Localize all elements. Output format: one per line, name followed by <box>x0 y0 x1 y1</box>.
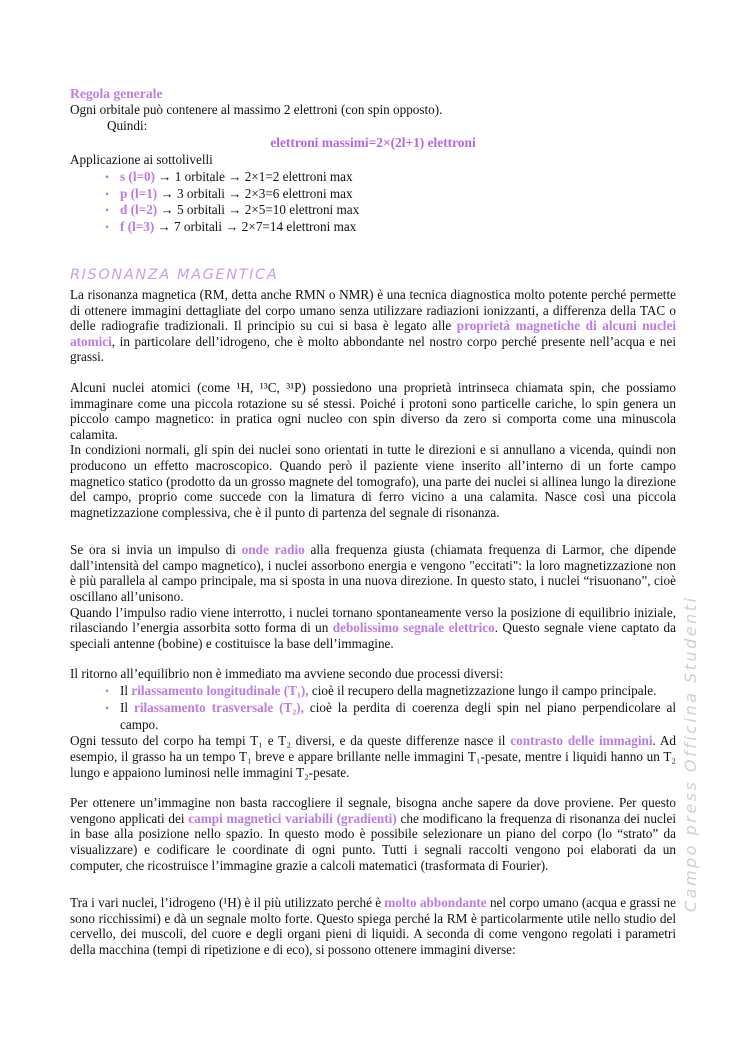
text-run: cioè il recupero della magnetizzazione lungo il campo principale. <box>308 683 657 699</box>
text-run: . Ad esempio, il grasso ha un tempo T₁ breve e appare brillante nelle immagini T₁-pesate, mentre i liquidi hanno un T₂ lungo e appaiono luminosi nelle immagini T₂-pesate. <box>70 733 676 780</box>
highlighted-term: proprietà magnetiche di alcuni nuclei atomici <box>70 318 676 349</box>
text-run: cioè la perdita di coerenza degli spin nel piano perpendicolare al campo. <box>120 699 676 732</box>
list-item <box>120 186 676 203</box>
orbital-bullet-list <box>70 169 676 236</box>
text-run: Ogni tessuto del corpo ha tempi T₁ e T₂ diversi, e da queste differenze nasce il <box>70 733 511 749</box>
highlighted-term: campi magnetici variabili (gradienti) <box>188 810 397 826</box>
paragraph-onde-radio <box>70 542 676 604</box>
highlighted-term: onde radio <box>241 542 305 558</box>
highlighted-term: contrasto delle immagini <box>510 733 653 749</box>
text-run: che modificano la frequenza di risonanza dei nuclei in base alla posizione nello spazio. In questo modo è possibile selezionare un piano del corpo (lo “strato” da visualizzare) e codificare le coordinate di ogni punto. Tutti i segnali raccolti vengono poi elaborati da un computer, che ricostruisce l’immagine grazie a calcoli matematici (trasformata di Fourier). <box>70 810 676 873</box>
text-run: Il <box>120 699 134 715</box>
paragraph-processi-intro <box>70 666 676 682</box>
rilassamento-bullet-list <box>70 683 676 733</box>
highlighted-term: rilassamento longitudinale (T₁), <box>131 683 309 699</box>
paragraph-idrogeno <box>70 895 676 957</box>
watermark-text: Campo press Officina Studenti <box>681 595 700 912</box>
text-run: Quando l’impulso radio viene interrotto, i nuclei tornano spontaneamente verso la posizione di equilibrio iniziale, rilasciando l’energia assorbita sotto forma di un <box>70 604 676 636</box>
text-run: alla frequenza giusta (chiamata frequenza di Larmor, che dipende dall’intensità del campo magnetico), i nuclei assorbono energia e vengono "eccitati": la loro magnetizzazione non è più parallela al campo principale, ma si sposta in una nuova direzione. In questo stato, i nuclei “risuonano”, cioè oscillano all’unisono. <box>70 542 677 605</box>
highlighted-term: s (l=0) <box>120 168 155 184</box>
list-item <box>120 683 676 700</box>
list-item <box>120 202 676 219</box>
paragraph-gradienti <box>70 795 676 873</box>
text-run: . Questo segnale viene captato da speciali antenne (bobine) e costituisce la base dell’immagine. <box>70 620 676 651</box>
text-run: → 3 orbitali → 2×3=6 elettroni max <box>157 185 353 201</box>
text-run: → 7 orbitali → 2×7=14 elettroni max <box>154 219 357 235</box>
highlighted-term: p (l=1) <box>120 185 158 201</box>
text-run: → 1 orbitale → 2×1=2 elettroni max <box>154 168 353 184</box>
text-run: Se ora si invia un impulso di <box>70 542 242 558</box>
section-heading-risonanza-magnetica: RISONANZA MAGENTICA <box>70 266 279 283</box>
text-run: Tra i vari nuclei, l’idrogeno (¹H) è il più utilizzato perché è <box>70 895 385 911</box>
text-run: nel corpo umano (acqua e grassi ne sono ricchissimi) e dà un segnale molto forte. Questo spiega perché la RM è particolarmente utile nello studio del cervello, dei muscoli, del cuore e degli organi pieni di liquidi. A seconda di come vengono regolati i parametri della macchina (tempi di ripetizione e di eco), si possono ottenere immagini diverse: <box>70 895 676 957</box>
paragraph-condizioni-normali <box>70 442 676 520</box>
paragraph-spin <box>70 380 676 442</box>
list-item <box>120 219 676 236</box>
paragraph-segnale <box>70 605 676 652</box>
list-item <box>120 700 676 734</box>
highlighted-term: d (l=2) <box>120 202 158 218</box>
text-run: Il ritorno all’equilibrio non è immediato ma avviene secondo due processi diversi: <box>70 666 504 682</box>
highlighted-term: f (l=3) <box>120 219 155 235</box>
highlighted-term: rilassamento trasversale (T₂), <box>133 699 304 715</box>
paragraph-rm-intro <box>70 287 676 365</box>
highlighted-term: debolissimo segnale elettrico <box>332 620 495 636</box>
text-run: Alcuni nuclei atomici (come ¹H, ¹³C, ³¹P) possiedono una proprietà intrinseca chiamata spin, che possiamo immaginare come una piccola rotazione su sé stessi. Poiché i protoni sono particelle cariche, lo spin genera un piccolo campo magnetico: in pratica ogni nucleo con spin diverso da zero si comporta come una minuscola calamita. <box>70 379 676 442</box>
regola-intro-text: Ogni orbitale può contenere al massimo 2 elettroni (con spin opposto). <box>70 102 443 117</box>
electron-formula: elettroni massimi=2×(2l+1) elettroni <box>270 135 476 151</box>
section-heading-regola-generale: Regola generale <box>70 86 163 101</box>
text-run: La risonanza magnetica (RM, detta anche RMN o NMR) è una tecnica diagnostica molto potente perché permette di ottenere immagini dettagliate del corpo umano senza utilizzare radiazioni ionizzanti, a differenza della TAC o delle radiografie tradizionali. Il principio su cui si basa è legato alle <box>70 286 676 334</box>
sottolivelli-subtitle: Applicazione ai sottolivelli <box>70 152 213 168</box>
paragraph-contrasto <box>70 733 676 780</box>
text-run: Il <box>120 683 132 699</box>
text-run: In condizioni normali, gli spin dei nuclei sono orientati in tutte le direzioni e si annullano a vicenda, quindi non producono un effetto macroscopico. Quando però il paziente viene inserito all’interno di un forte campo magnetico statico (prodotto da un grosso magnete del tomografo), una parte dei nuclei si allinea lungo la direzione del campo, proprio come succede con la limatura di ferro vicino a una calamita. Nasce così una piccola magnetizzazione complessiva, che è il punto di partenza del segnale di risonanza. <box>70 442 676 520</box>
text-run: → 5 orbitali → 2×5=10 elettroni max <box>157 202 360 218</box>
text-run: Per ottenere un’immagine non basta raccogliere il segnale, bisogna anche sapere da dove proviene. Per questo vengono applicati dei <box>70 795 676 826</box>
highlighted-term: molto abbondante <box>384 895 487 911</box>
text-run: , in particolare dell’idrogeno, che è molto abbondante nel nostro corpo perché presente nell’acqua e nei grassi. <box>70 333 676 365</box>
quindi-label: Quindi: <box>107 117 148 133</box>
list-item <box>120 169 676 186</box>
